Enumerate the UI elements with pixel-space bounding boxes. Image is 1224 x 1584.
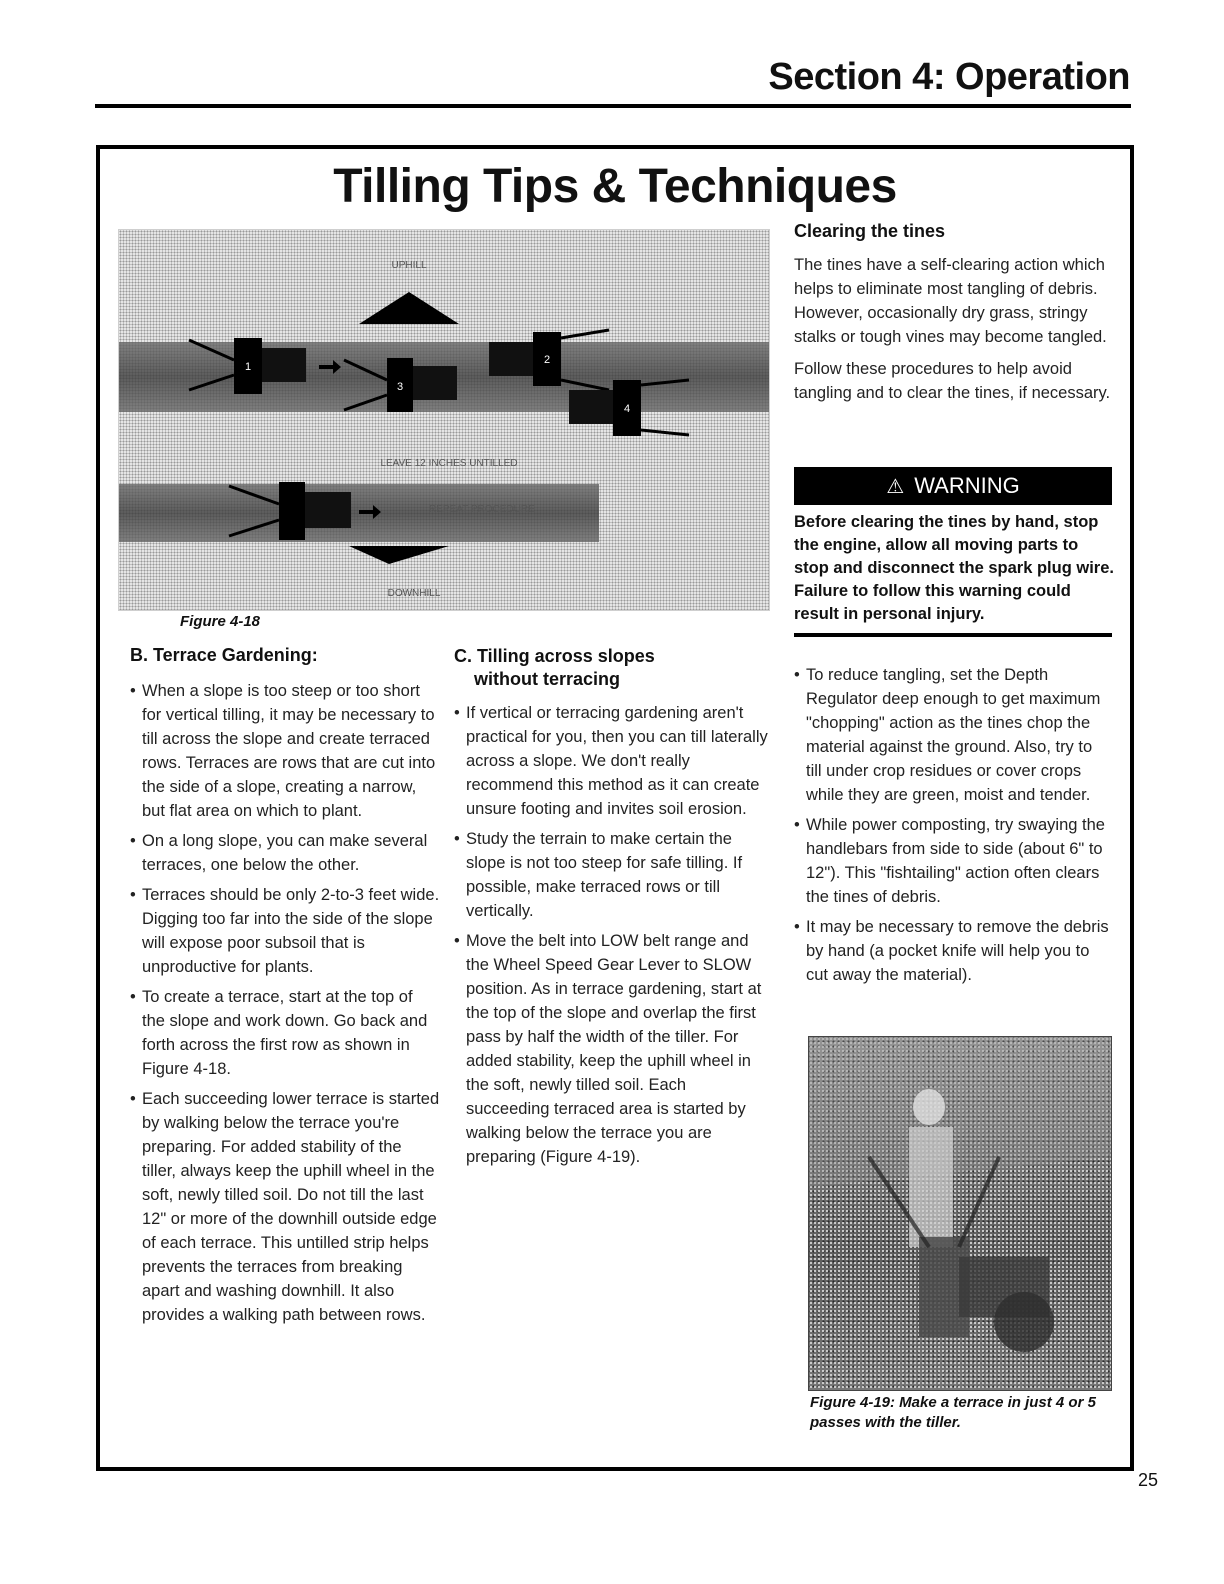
header-rule [95,104,1131,108]
figure-19-caption: Figure 4-19: Make a terrace in just 4 or 5 passes with the tiller. [810,1394,1096,1431]
content-frame [96,145,1134,1471]
list-item: • On a long slope, you can make several terraces, one below the other. [130,829,440,877]
terrace-gardening-list [130,679,440,1327]
list-item: • Study the terrain to make certain the slope is not too steep for safe tilling. If possible, make terraced rows or till vertically. [454,827,774,923]
uphill-label: UPHILL [391,260,427,271]
tiller-number: 2 [543,354,551,366]
list-item: • Terraces should be only 2-to-3 feet wide. Digging too far into the side of the slope will expose poor subsoil that is unproductive for plants. [130,883,440,979]
list-item: • To create a terrace, start at the top of the slope and work down. Go back and forth across the first row as shown in Figure 4-18. [130,985,440,1081]
terrace-gardening-heading: B. Terrace Gardening: [130,645,318,665]
list-item: • If vertical or terracing gardening aren't practical for you, then you can till laterally across a slope. We don't really recommend this method as it can create unsure footing and invites soil erosion. [454,701,774,821]
leave-untilled-label: LEAVE 12 INCHES UNTILLED [380,458,518,469]
tiller-number: 1 [244,361,252,373]
terrace-diagram [118,229,770,611]
terrace-diagram-svg [119,230,769,610]
list-item: • When a slope is too steep or too short for vertical tilling, it may be necessary to till across the slope and create terraced rows. Terraces are rows that are cut into the side of a slope, creating a narrow, but flat area on which to plant. [130,679,440,823]
warning-label: WARNING [914,473,1020,498]
tiller-number: 4 [623,403,631,415]
tiller-number: 3 [396,381,404,393]
warning-triangle-icon: ⚠ [886,475,905,498]
figure-18-caption: Figure 4-18 [180,613,261,630]
tangling-list [794,663,1112,987]
warning-banner [794,467,1112,505]
paragraph: The tines have a self-clearing action which helps to eliminate most tangling of debris. However, occasionally dry grass, stringy stalks or tough vines may become tangled. [794,256,1107,346]
downhill-arrow-icon [349,546,449,564]
terrace-gardening-text [130,679,440,1333]
tilling-across-slopes-heading [454,645,655,691]
heading-line: without terracing [474,669,621,689]
tilling-across-slopes-list [454,701,774,1169]
tilling-across-slopes-text [454,701,774,1175]
clearing-tines-heading: Clearing the tines [794,221,946,241]
terrace-photo [808,1036,1112,1391]
section-header: Section 4: Operation [768,56,1130,98]
clearing-tines-text [794,253,1114,413]
list-item: • To reduce tangling, set the Depth Regulator deep enough to get maximum "chopping" action as the tines chop the material against the ground. Also, try to till under crop residues or cover crops while they are green, moist and tender. [794,663,1112,807]
downhill-label: DOWNHILL [387,588,441,599]
tangling-tips [794,663,1112,993]
list-item: • Move the belt into LOW belt range and the Wheel Speed Gear Lever to SLOW position. As in terrace gardening, start at the top of the slope and overlap the first pass by half the width of the tiller. For added stability, keep the uphill wheel in the soft, newly tilled soil. Each succeeding terraced area is started by walking below the terrace you are preparing (Figure 4-19). [454,929,774,1169]
page-number: 25 [1137,1470,1158,1490]
tiller-operator-illustration [809,1037,1111,1390]
uphill-arrow-icon [359,292,459,324]
list-item: • While power composting, try swaying the handlebars from side to side (about 6" to 12"). This "fishtailing" action often clears the tines of debris. [794,813,1112,909]
repeat-procedure-label: REPEAT PROCEDURE [429,504,535,515]
list-item: • It may be necessary to remove the debris by hand (a pocket knife will help you to cut away the material). [794,915,1112,987]
paragraph: Follow these procedures to help avoid tangling and to clear the tines, if necessary. [794,360,1111,402]
warning-rule [794,633,1112,637]
list-item: • Each succeeding lower terrace is started by walking below the terrace you're preparing. For added stability of the tiller, always keep the uphill wheel in the soft, newly tilled soil. Do not till the last 12" or more of the downhill outside edge of each terrace. This untilled strip helps prevents the terraces from breaking apart and washing downhill. It also provides a walking path between rows. [130,1087,440,1327]
warning-text: Before clearing the tines by hand, stop the engine, allow all moving parts to stop and disconnect the spark plug wire. Failure to follow this warning could result in personal injury. [794,513,1114,623]
page-title: Tilling Tips & Techniques [333,160,897,213]
heading-line: C. Tilling across slopes [454,646,655,666]
